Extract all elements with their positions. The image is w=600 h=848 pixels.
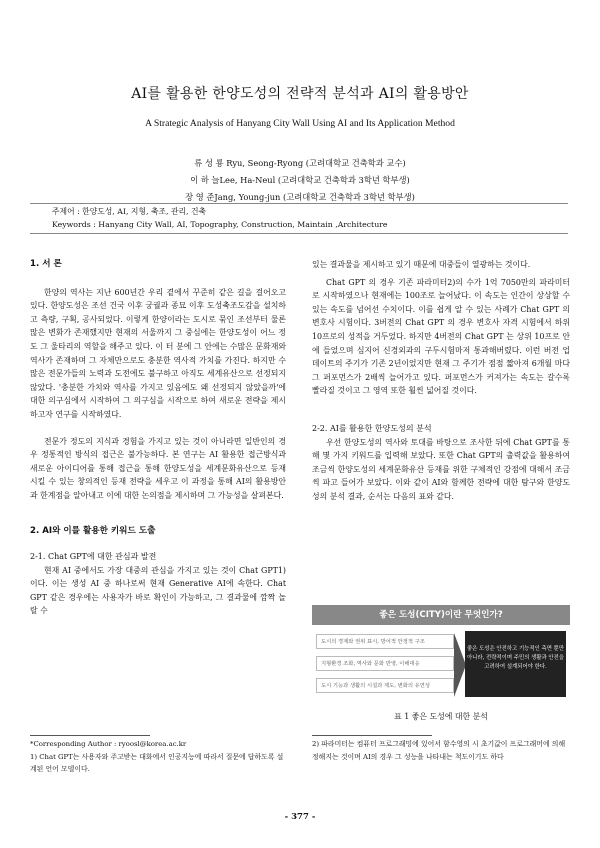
right-paragraph-continuation: 있는 결과물을 제시하고 있기 때문에 대중들이 열광하는 것이다.	[312, 260, 531, 269]
footnotes-right	[312, 738, 570, 763]
intro-paragraph-1: 한양의 역사는 지난 600년간 우리 곁에서 꾸준히 같은 길을 걸어오고 있다. 한양도성은 조선 건국 이후 궁궐과 종묘 이후 도성축조도감을 설치하고 측량, 구획, 공사되었다. 이렇게 한양이라는 도시로 묶인 조선부터 물론 많은 변화가 존재했지만 현재의 서울까지 그 중심에는 한양도성이 어느 정도 그 울타리의 역할을 해주고 있다. 이 터 분에 그 안에는 수많은 문화재와 역사가 존재하며 그 자체만으로도 충분한 역사적 가치를 가진다. 하지만 수많은 전문가들의 노력과 도전에도 불구하고 아직도 세계유산으로 선정되지 않았다. '충분한 가치와 역사를 가지고 있음에도 왜 선정되지 않았을까'에 대한 의구심에서 시작하여 그 의구심을 시작으로 하여 새로운 전략을 제시하고자 연구를 시작하였다.	[30, 287, 286, 419]
page-number: - 377 -	[284, 812, 316, 822]
footnote-1: 1) Chat GPT는 사용자와 주고받는 대화에서 인공지능에 따라서 질문에 답하도록 설계된 언어 모델이다.	[30, 752, 284, 773]
section-heading-intro: 1. 서 론	[30, 259, 62, 269]
left-column	[30, 258, 286, 618]
infographic-row-2: 지형환경 조화, 역사와 문화 반영, 이해대응	[316, 656, 454, 671]
paper-subtitle: A Strategic Analysis of Hanyang City Wall Using AI and Its Application Method	[145, 118, 455, 129]
infographic-conclusion: 좋은 도성은 안전하고 기능적인 측면 뿐만 아니라, 전략적이며 주민의 생활과 안전을 고려하여 설계되어야 한다.	[465, 631, 566, 697]
right-column	[312, 258, 570, 504]
chatgpt-paragraph: Chat GPT 의 경우 기존 파라미터2)의 수가 1억 7050만의 파라미터로 시작하였으나 현재에는 100조로 늘어났다. 이 속도는 인간이 상상할 수 있는 속도를 넘어선 수치이다. 이를 쉽게 알 수 있는 사례가 Chat GPT 의 변호사 시험이다. 3버전의 Chat GPT 의 경우 변호사 자격 시험에서 하위 10프로의 성적을 거두었다. 하지만 4버전의 Chat GPT 는 상위 10프로 안에 들었으며 심지어 신경외과의 구두시험마저 통과해버렸다. 이런 버전 업데이트의 주기가 기존 2년이었지만 현재 그 주기가 점점 짧아져 6개월 마다 그 퍼포먼스가 2배씩 늘어가고 있다. 퍼포먼스가 커져가는 속도는 갈수록 빨라질 것이고 그 영역 또한 훨씬 넓어질 것이다.	[312, 277, 570, 396]
infographic-row-1: 도시의 경계와 권위 표시, 방어적 안정적 구조	[316, 634, 454, 649]
paper-title: AI를 활용한 한양도성의 전략적 분석과 AI의 활용방안	[131, 86, 469, 102]
city-infographic	[312, 605, 570, 705]
footnote-divider-right	[312, 735, 432, 736]
infographic-row-3: 도시 기능과 생활의 시설과 제도, 변화의 유연성	[316, 678, 454, 693]
author-1: 류 성 룡 Ryu, Seong-Ryong (고려대학교 건축학과 교수)	[194, 158, 406, 168]
author-2: 이 하 늘Lee, Ha-Neul (고려대학교 건축학과 3학년 학부생)	[190, 175, 410, 185]
keywords-korean: 주제어 : 한양도성, AI, 지형, 축조, 관리, 건축	[52, 207, 207, 216]
intro-paragraph-2: 전문가 정도의 지식과 경험을 가지고 있는 것이 아니라면 일반인의 경우 정통적인 방식의 접근은 불가능하다. 본 연구는 AI 활용한 접근방식과 새로운 아이디어를 통해 접근을 통해 한양도성을 세계문화유산으로 등재 시킬 수 있는 창의적인 등재 전략을 세우고 이 과정을 통해 AI의 활용방안과 한계점을 알아내고 이에 대한 논의점을 제시하며 그 가능성을 살펴본다.	[30, 436, 286, 500]
keywords-english: Keywords : Hanyang City Wall, AI, Topography, Construction, Maintain ,Architecture	[52, 220, 388, 229]
analysis-paragraph: 우선 한양도성의 역사와 토대를 바탕으로 조사한 뒤에 Chat GPT를 통해 몇 가지 키워드를 입력해 보았다. 또한 Chat GPT의 출력값을 활용하여 조금씩 한양도성의 세계문화유산 등재를 위한 구체적인 강점에 대해서 조금씩 파고 들어가 보았다. 이와 같이 AI와 함께한 전략에 대한 탐구와 한양도성의 분석 결과, 순서는 다음의 표와 같다.	[312, 437, 570, 501]
footnote-divider-left	[30, 735, 150, 736]
author-list	[0, 155, 600, 206]
footnotes-left	[30, 738, 286, 776]
corresponding-author: *Corresponding Author : ryoosl@korea.ac.kr	[30, 740, 187, 748]
section-heading-ai: 2. AI와 이를 활용한 키워드 도출	[30, 525, 156, 536]
ai-paragraph-1: 현재 AI 중에서도 가장 대중의 관심을 가지고 있는 것이 Chat GPT1)이다. 이는 생성 AI 중 하나로써 현재 Generative AI에 속한다. Chat GPT 같은 경우에는 사용자가 바로 확인이 가능하고, 그 결과물에 깜짝 놀랄 수	[30, 565, 286, 616]
infographic-title: 좋은 도성(CITY)이란 무엇인가?	[312, 605, 570, 625]
subsection-heading-2-2: 2-2. AI를 활용한 한양도성의 분석	[312, 423, 432, 433]
table-caption: 표 1 좋은 도성에 대한 분석	[394, 712, 488, 721]
keywords-box	[30, 203, 568, 234]
subsection-heading-2-1: 2-1. Chat GPT에 대한 관심과 발전	[30, 552, 157, 562]
author-3: 장 영 준Jang, Young-jun (고려대학교 건축학과 3학년 학부생)	[185, 192, 415, 202]
footnote-2: 2) 파라미터는 컴퓨터 프로그래밍에 있어서 함수영의 시 초기값이 프로그래머에 의해 정해지는 것이며 AI의 경우 그 성능을 나타내는 척도이기도 하다	[312, 740, 566, 761]
